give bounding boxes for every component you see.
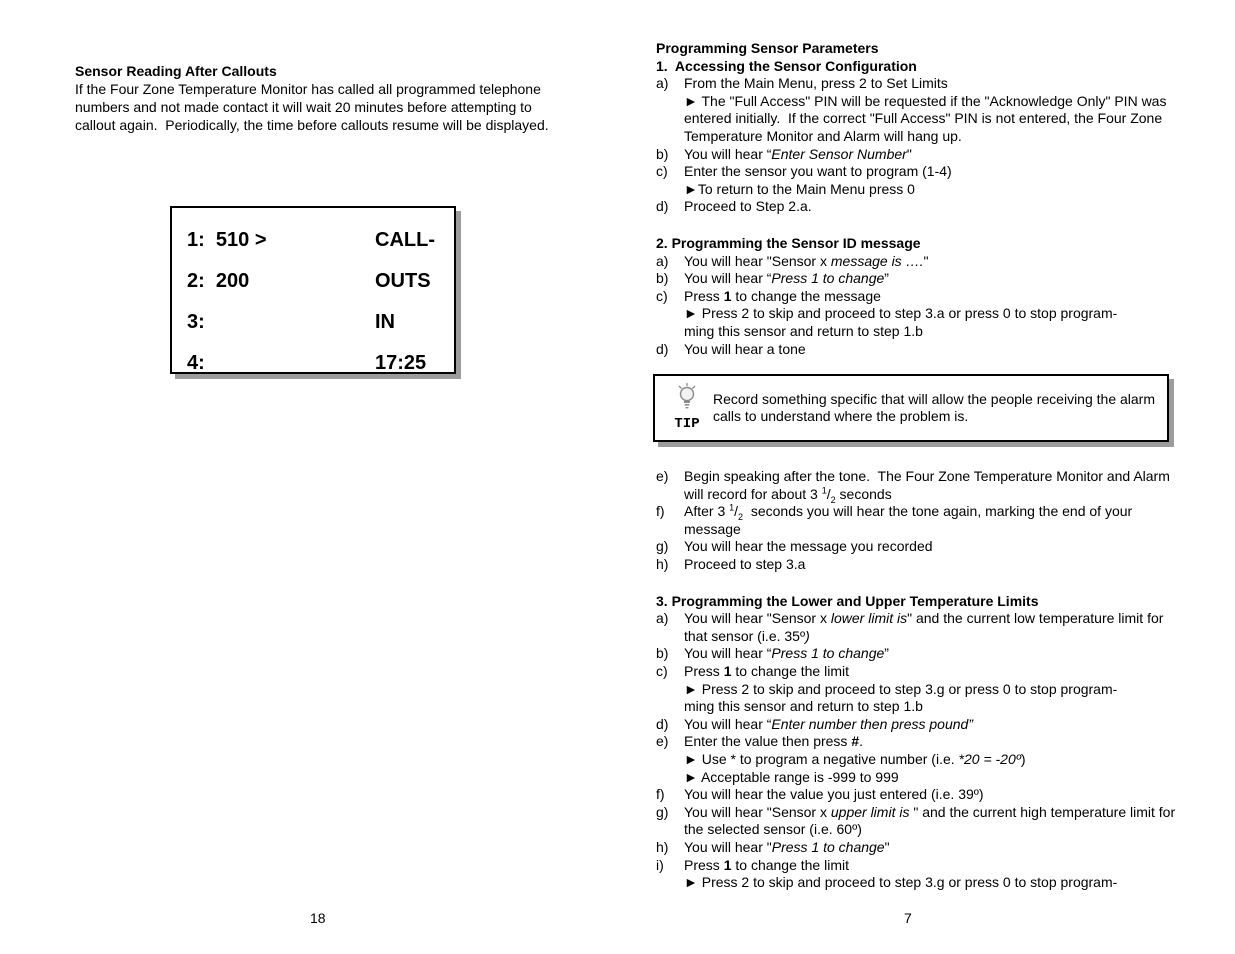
- lcd-cell-right: IN: [375, 311, 395, 333]
- section-heading: 2. Programming the Sensor ID message: [656, 234, 921, 251]
- lcd-cell-left: 1: 510 >: [187, 229, 267, 251]
- item-label: a): [656, 252, 669, 269]
- intro-paragraph: If the Four Zone Temperature Monitor has called all programmed telephone numbers and not made contact it will wait 20 minutes before attempting to callout again. Periodically, the time before callouts resume will be displayed.: [75, 81, 549, 133]
- item-label: e): [656, 468, 669, 485]
- right-column-top: [656, 40, 1180, 358]
- list-item: d) Proceed to Step 2.a.: [656, 198, 812, 215]
- list-item: b) You will hear “Press 1 to change”: [656, 645, 889, 662]
- item-label: g): [656, 538, 669, 555]
- left-page: [75, 62, 565, 134]
- tip-box: [653, 374, 1169, 442]
- item-label: c): [656, 163, 668, 180]
- lcd-grid: [172, 208, 454, 384]
- list-item: i) Press 1 to change the limit: [656, 856, 849, 873]
- sub-bullet: ► Use * to program a negative number (i.e. *20 = -20º): [684, 751, 1026, 767]
- item-label: d): [656, 198, 669, 215]
- list-item: g) You will hear "Sensor x upper limit is " and the current high temperature limit for the selected sensor (i.e. 60º): [656, 803, 1179, 838]
- list-item: g) You will hear the message you recorded: [656, 538, 933, 555]
- sub-bullet: ► Press 2 to skip and proceed to step 3.g or press 0 to stop program- ming this sensor and return to step 1.b: [684, 680, 1118, 715]
- lightbulb-icon: [676, 383, 698, 416]
- item-label: b): [656, 645, 669, 662]
- item-label: d): [656, 340, 669, 357]
- item-label: e): [656, 733, 669, 750]
- item-label: c): [656, 663, 668, 680]
- item-label: g): [656, 803, 669, 820]
- right-column-bottom: [656, 468, 1180, 892]
- right-page: [656, 40, 1180, 892]
- list-item: f) After 3 $^1/_2$ seconds you will hear the tone again, marking the end of your message: [656, 502, 1137, 537]
- list-item: a) You will hear "Sensor x message is ….": [656, 252, 929, 269]
- list-item: d) You will hear “Enter number then press pound”: [656, 715, 973, 732]
- list-item: d) You will hear a tone: [656, 340, 806, 357]
- section-heading: Programming Sensor Parameters: [656, 40, 879, 56]
- tip-icon-column: [669, 383, 705, 433]
- item-label: b): [656, 145, 669, 162]
- list-item: b) You will hear “Enter Sensor Number": [656, 145, 912, 162]
- item-label: h): [656, 556, 669, 573]
- list-item: a) From the Main Menu, press 2 to Set Limits: [656, 75, 948, 92]
- item-label: h): [656, 838, 669, 855]
- list-item: f) You will hear the value you just entered (i.e. 39º): [656, 786, 984, 803]
- list-item: h) Proceed to step 3.a: [656, 556, 806, 573]
- sub-bullet: ► Press 2 to skip and proceed to step 3.g or press 0 to stop program-: [684, 874, 1118, 891]
- list-item: c) Press 1 to change the limit: [656, 663, 849, 680]
- sub-bullet: ►To return to the Main Menu press 0: [684, 180, 915, 197]
- list-item: e) Begin speaking after the tone. The Four Zone Temperature Monitor and Alarm will record for about 3 $^1/_2$ seconds: [656, 468, 1174, 505]
- item-label: a): [656, 75, 669, 92]
- list-item: a) You will hear "Sensor x lower limit is" and the current low temperature limit for that sensor (i.e. 35º): [656, 610, 1168, 644]
- item-label: a): [656, 610, 669, 627]
- item-label: f): [656, 503, 665, 520]
- list-item: b) You will hear “Press 1 to change”: [656, 270, 889, 287]
- page-number-right: 7: [904, 910, 912, 926]
- item-label: c): [656, 287, 668, 304]
- lcd-cell-right: 17:25: [375, 352, 427, 374]
- list-item: c) Enter the sensor you want to program (1-4): [656, 163, 952, 180]
- section-heading: 3. Programming the Lower and Upper Temperature Limits: [656, 592, 1039, 609]
- tip-label: TIP: [674, 415, 700, 432]
- lcd-cell-right: CALL-: [375, 229, 435, 251]
- sub-bullet: ► The "Full Access" PIN will be requested if the "Acknowledge Only" PIN was entered initially. If the correct "Full Access" PIN is not entered, the Four Zone Temperature Monitor and Alarm will hang up.: [684, 92, 1171, 144]
- lcd-cell-left: 4:: [187, 352, 205, 374]
- page-number-left: 18: [310, 910, 326, 926]
- list-item: h) You will hear "Press 1 to change": [656, 838, 890, 855]
- item-label: d): [656, 715, 669, 732]
- tip-text: Record something specific that will allow the people receiving the alarm calls to understand where the problem is.: [713, 390, 1159, 425]
- lcd-cell-right: OUTS: [375, 270, 431, 292]
- lcd-cell-left: 2: 200: [187, 270, 250, 292]
- item-label: b): [656, 270, 669, 287]
- item-label: f): [656, 786, 665, 803]
- list-item: c) Press 1 to change the message: [656, 287, 881, 304]
- lcd-display: [170, 206, 456, 374]
- list-item: e) Enter the value then press #.: [656, 733, 864, 750]
- sub-bullet: ► Press 2 to skip and proceed to step 3.a or press 0 to stop program- ming this sensor and return to step 1.b: [684, 305, 1118, 339]
- lcd-cell-left: 3:: [187, 311, 205, 333]
- sub-bullet: ► Acceptable range is -999 to 999: [684, 768, 899, 785]
- section-heading: 1. Accessing the Sensor Configuration: [656, 57, 917, 74]
- left-heading: Sensor Reading After Callouts: [75, 63, 277, 79]
- item-label: i): [656, 856, 664, 873]
